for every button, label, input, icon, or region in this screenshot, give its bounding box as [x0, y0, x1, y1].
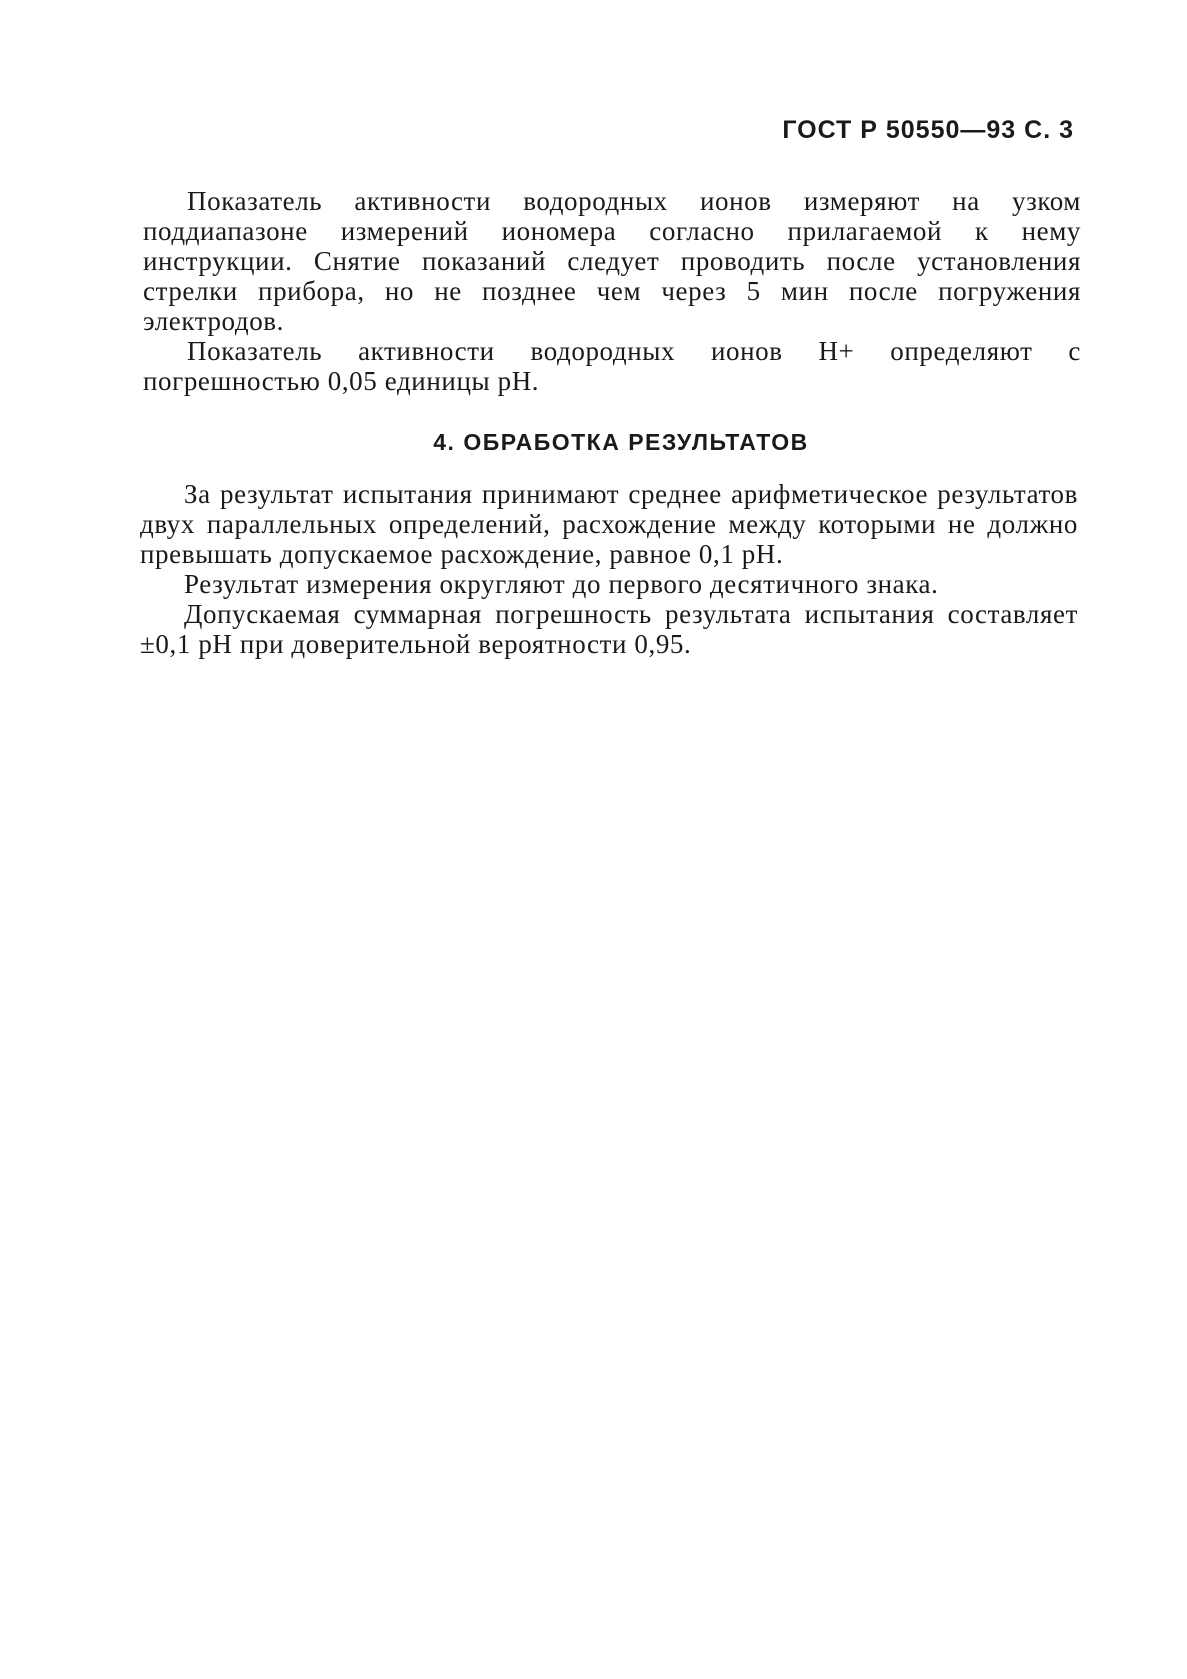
section-heading: 4. ОБРАБОТКА РЕЗУЛЬТАТОВ — [433, 429, 809, 455]
paragraph-measurement-accuracy: Показатель активности водородных ионов H+ определяют с погрешностью 0,05 единицы pH. — [143, 336, 1081, 396]
results-text-block — [140, 479, 1078, 659]
measurement-text-block — [143, 186, 1081, 396]
paragraph-measurement-procedure: Показатель активности водородных ионов измеряют на узком поддиапазоне измерений иономера согласно прилагаемой к нему инструкции. Снятие показаний следует проводить после установления стрелки прибора, но не позднее чем через 5 мин после погружения электродов. — [143, 186, 1081, 336]
paragraph-result-definition: За результат испытания принимают среднее арифметическое результатов двух параллельных определений, расхождение между которыми не должно превышать допускаемое расхождение, равное 0,1 pH. — [140, 479, 1078, 569]
paragraph-result-error: Допускаемая суммарная погрешность результата испытания составляет ±0,1 pH при доверительной вероятности 0,95. — [140, 599, 1078, 659]
running-header: ГОСТ Р 50550—93 С. 3 — [782, 116, 1074, 144]
paragraph-result-rounding: Результат измерения округляют до первого десятичного знака. — [184, 569, 939, 599]
